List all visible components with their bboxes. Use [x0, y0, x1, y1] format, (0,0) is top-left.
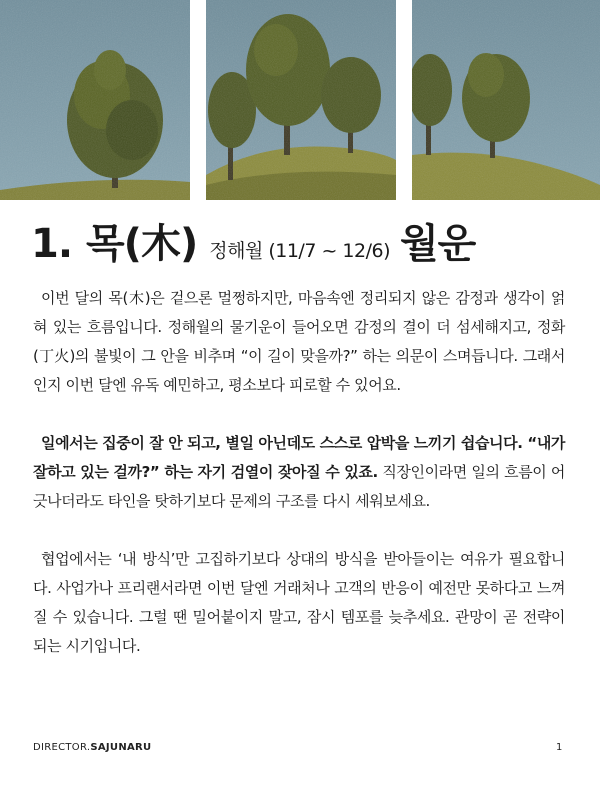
paragraph-collab: 협업에서는 ‘내 방식’만 고집하기보다 상대의 방식을 받아들이는 여유가 필요합니다. 사업가나 프리랜서라면 이번 달엔 거래처나 고객의 반응이 예전만 못하다고 느껴질 수 있습니다. 그럴 땐 밀어붙이지 말고, 잠시 템포를 늦추세요. 관망이 곧 전략이 되는 시기입니다.: [33, 550, 565, 655]
brand-prefix: DIRECTOR.: [33, 742, 91, 753]
tree-photo-right: [412, 0, 600, 200]
paragraph-work-rest: 직장인이라면 일의 흐름이 어긋나더라도 타인을 탓하기보다 문제의 구조를 다시 세워보세요.: [33, 463, 566, 510]
paragraph-work: [33, 429, 565, 516]
luck-title: 월운: [400, 221, 476, 267]
section-number: 1.: [31, 221, 73, 267]
hero-photo-strip: [0, 0, 600, 200]
brand-footer: [33, 742, 151, 753]
page-number: 1: [556, 742, 563, 753]
brand-name: SAJUNARU: [90, 742, 152, 753]
paragraph-intro: 이번 달의 목(木)은 겉으론 멀쩡하지만, 마음속엔 정리되지 않은 감정과 생각이 얽혀 있는 흐름입니다. 정해월의 물기운이 들어오면 감정의 결이 더 섬세해지고, 정화(丁火)의 불빛이 그 안을 비추며 “이 길이 맞을까?” 하는 의문이 스며듭니다. 그래서인지 이번 달엔 유독 예민하고, 평소보다 피로할 수 있어요.: [33, 289, 565, 394]
article-body: [33, 284, 565, 661]
tree-photo-center: [206, 0, 396, 200]
element-title: 목(木): [86, 221, 198, 267]
paragraph-work-emphasis: 일에서는 집중이 잘 안 되고, 별일 아닌데도 스스로 압박을 느끼기 쉽습니다. “내가 잘하고 있는 걸까?” 하는 자기 검열이 잦아질 수 있죠.: [33, 434, 565, 481]
page-heading: [31, 212, 591, 272]
month-subtitle: 정해월 (11/7 ~ 12/6): [209, 240, 390, 262]
tree-photo-left: [0, 0, 190, 200]
